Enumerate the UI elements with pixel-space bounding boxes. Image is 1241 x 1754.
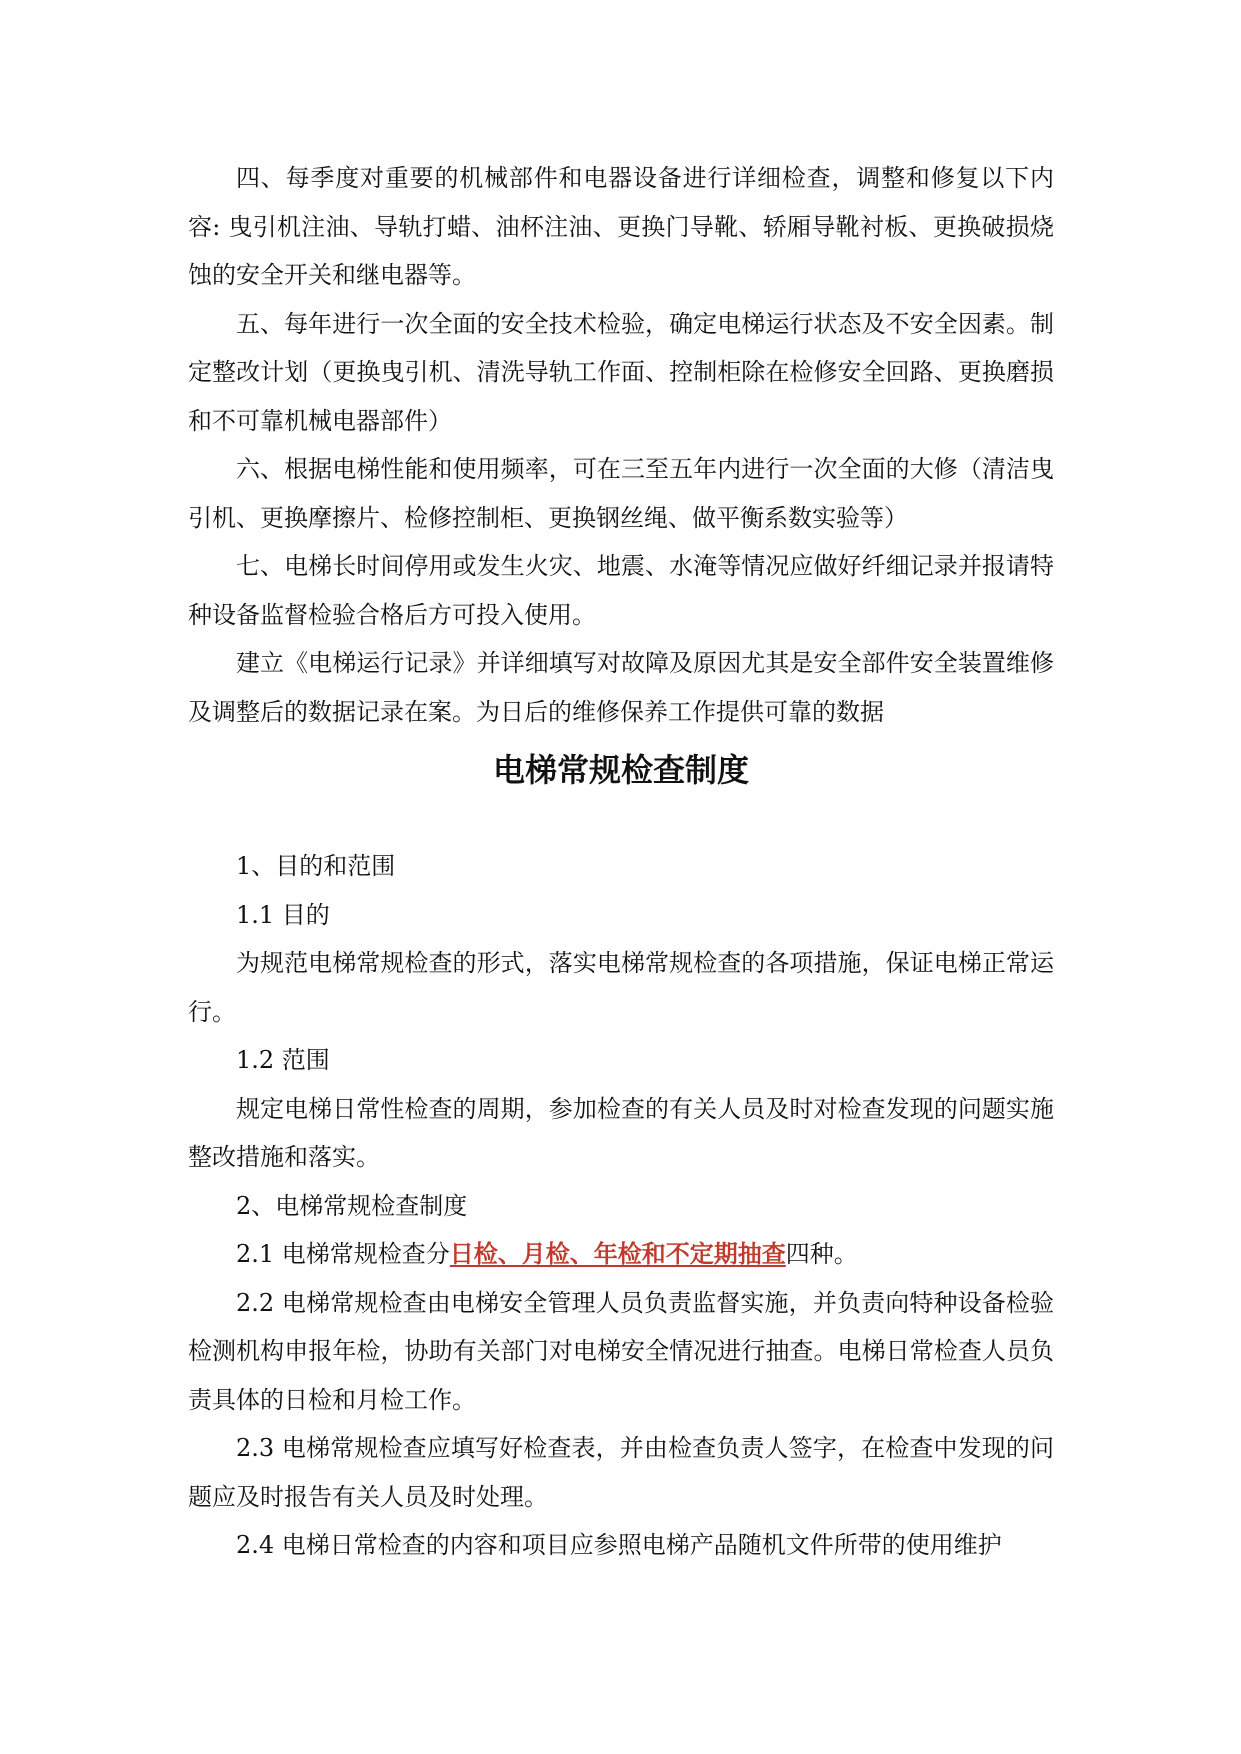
paragraph-daily-check-content: 2.4 电梯日常检查的内容和项目应参照电梯产品随机文件所带的使用维护 (236, 1531, 1002, 1559)
heading-scope: 1.2 范围 (236, 1046, 330, 1074)
paragraph-inspection-types (188, 1230, 1054, 1279)
inspection-types-highlight: 日检、月检、年检和不定期抽查 (449, 1239, 786, 1268)
heading-inspection-system: 2、电梯常规检查制度 (236, 1191, 468, 1220)
paragraph-operation-record: 建立《电梯运行记录》并详细填写对故障及原因尤其是安全部件安全装置维修及调整后的数据记录在案。为日后的维修保养工作提供可靠的数据 (188, 649, 1054, 726)
inspection-types-suffix: 四种。 (785, 1240, 858, 1268)
paragraph-annual-inspection: 五、每年进行一次全面的安全技术检验，确定电梯运行状态及不安全因素。制定整改计划（更换曳引机、清洗导轨工作面、控制柜除在检修安全回路、更换磨损和不可靠机械电器部件） (188, 309, 1054, 435)
inspection-types-prefix: 2.1 电梯常规检查分 (236, 1240, 450, 1268)
paragraph-purpose: 为规范电梯常规检查的形式，落实电梯常规检查的各项措施，保证电梯正常运行。 (188, 949, 1054, 1026)
paragraph-scope: 规定电梯日常性检查的周期，参加检查的有关人员及时对检查发现的问题实施整改措施和落实。 (188, 1094, 1054, 1171)
paragraph-long-shutdown: 七、电梯长时间停用或发生火灾、地震、水淹等情况应做好纤细记录并报请特种设备监督检验合格后方可投入使用。 (188, 552, 1054, 629)
heading-purpose: 1.1 目的 (236, 900, 330, 929)
paragraph-major-overhaul: 六、根据电梯性能和使用频率，可在三至五年内进行一次全面的大修（清洁曳引机、更换摩擦片、检修控制柜、更换钢丝绳、做平衡系数实验等） (188, 455, 1054, 532)
paragraph-quarterly-inspection: 四、每季度对重要的机械部件和电器设备进行详细检查，调整和修复以下内容: 曳引机注油、导轨打蜡、油杯注油、更换门导靴、轿厢导靴衬板、更换破损烧蚀的安全开关和继电器等。 (188, 164, 1054, 289)
spacer (188, 822, 1054, 842)
paragraph-checklist: 2.3 电梯常规检查应填写好检查表，并由检查负责人签字，在检查中发现的问题应及时报告有关人员及时处理。 (188, 1434, 1054, 1511)
section-title: 电梯常规检查制度 (492, 751, 749, 789)
heading-purpose-scope: 1、目的和范围 (236, 852, 396, 880)
paragraph-responsibility: 2.2 电梯常规检查由电梯安全管理人员负责监督实施，并负责向特种设备检验检测机构申报年检，协助有关部门对电梯安全情况进行抽查。电梯日常检查人员负责具体的日检和月检工作。 (188, 1288, 1054, 1414)
document-body (188, 154, 1054, 1570)
